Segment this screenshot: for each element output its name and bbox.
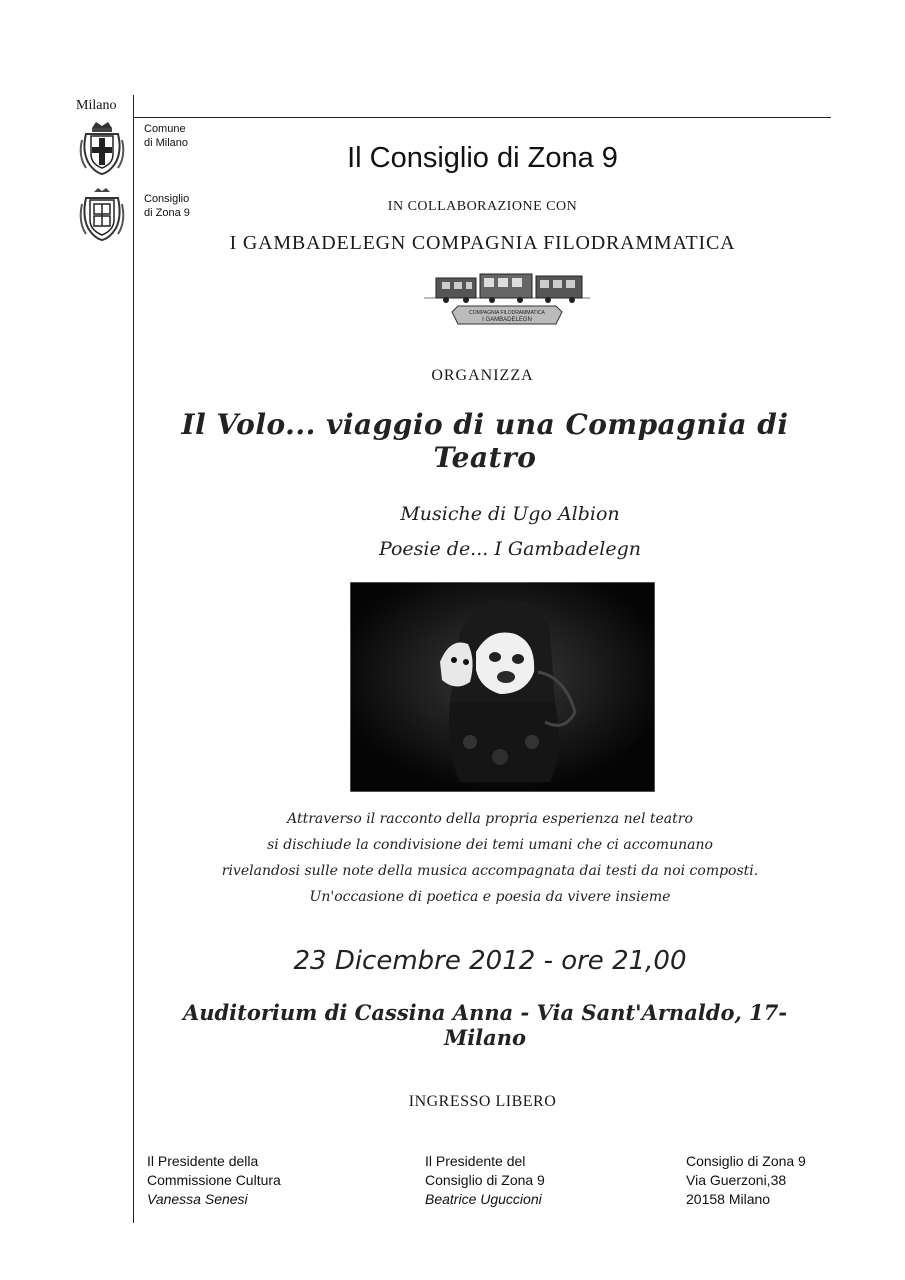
consiglio-crest-icon bbox=[78, 186, 126, 242]
comune-crest-icon bbox=[78, 120, 126, 176]
footer-presidente: Il Presidente del Consiglio di Zona 9 Beatrice Uguccioni bbox=[425, 1153, 545, 1207]
event-title: Il Volo... viaggio di una Compagnia di Teatro bbox=[181, 408, 789, 474]
collaboration-line: IN COLLABORAZIONE CON bbox=[387, 199, 578, 214]
music-credit: Musiche di Ugo Albion bbox=[400, 503, 620, 525]
logo-text-2: I GAMBADELEGN bbox=[482, 317, 532, 323]
header-divider bbox=[133, 117, 831, 118]
city-label: Milano bbox=[76, 98, 117, 113]
event-description: Attraverso il racconto della propria esperienza nel teatro si dischiude la condivisione dei temi umani che ci accomunano rivelandosi sulle note della musica accompagnata dai testi da noi composti. Un'occasione di poetica e poesia da vivere insieme bbox=[221, 811, 759, 905]
consiglio-label: Consiglio di Zona 9 bbox=[144, 193, 190, 219]
vertical-divider bbox=[133, 95, 134, 1223]
masks-photo bbox=[350, 582, 655, 792]
logo-text-1: COMPAGNIA FILODRAMMATICA bbox=[469, 310, 545, 316]
poetry-credit: Poesie de... I Gambadelegn bbox=[378, 538, 642, 560]
page-title: Il Consiglio di Zona 9 bbox=[347, 142, 618, 174]
gambadelegn-logo bbox=[418, 268, 596, 330]
entry-label: INGRESSO LIBERO bbox=[408, 1093, 557, 1110]
company-name: I GAMBADELEGN COMPAGNIA FILODRAMMATICA bbox=[229, 232, 736, 254]
comune-label: Comune di Milano bbox=[144, 123, 189, 149]
event-credits bbox=[300, 497, 720, 567]
organizza-label: ORGANIZZA bbox=[431, 367, 534, 384]
footer-cultura: Il Presidente della Commissione Cultura Vanessa Senesi bbox=[147, 1153, 281, 1207]
signatory-name: Beatrice Uguccioni bbox=[425, 1191, 542, 1207]
signatory-name: Vanessa Senesi bbox=[147, 1191, 248, 1207]
event-venue: Auditorium di Cassina Anna - Via Sant'Arnaldo, 17- Milano bbox=[182, 1000, 788, 1050]
event-date: 23 Dicembre 2012 - ore 21,00 bbox=[293, 946, 687, 976]
footer-address: Consiglio di Zona 9 Via Guerzoni,38 20158 Milano bbox=[686, 1153, 806, 1207]
